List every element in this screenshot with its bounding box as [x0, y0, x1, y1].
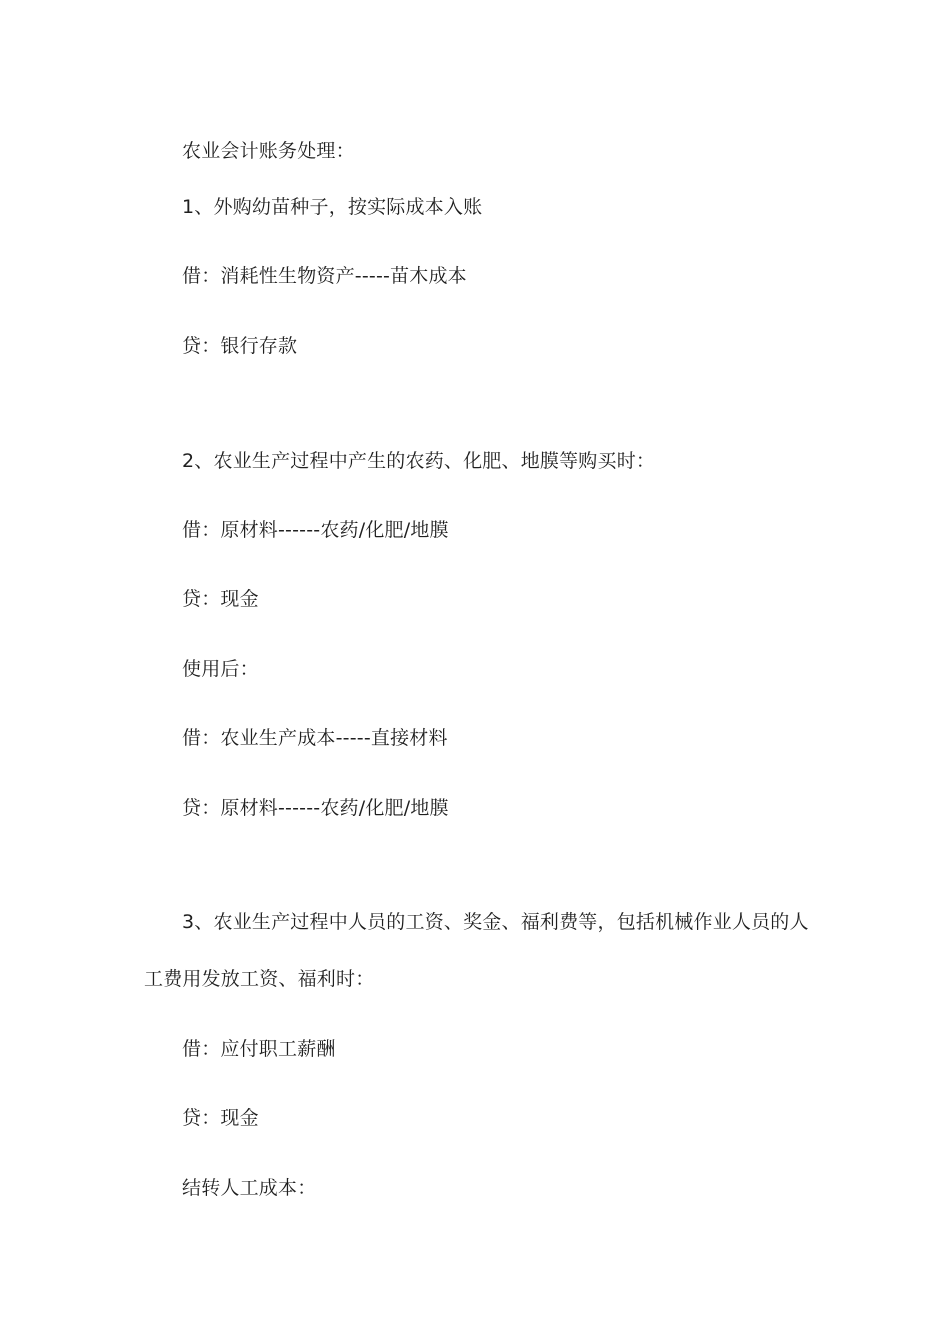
section-1-debit-entry: 借：消耗性生物资产-----苗木成本 [182, 265, 467, 287]
section-2-title: 2、农业生产过程中产生的农药、化肥、地膜等购买时： [182, 450, 656, 472]
section-2-after-use-debit: 借：农业生产成本-----直接材料 [182, 727, 448, 749]
section-1-title: 1、外购幼苗种子，按实际成本入账 [182, 196, 483, 218]
section-1-credit-entry: 贷：银行存款 [182, 335, 298, 357]
document-heading: 农业会计账务处理： [182, 140, 355, 162]
section-2-debit-entry: 借：原材料------农药/化肥/地膜 [182, 519, 449, 541]
section-2-credit-entry: 贷：现金 [182, 588, 259, 610]
section-3-title-line-2: 工费用发放工资、福利时： [144, 968, 375, 990]
section-3-title-line-1: 3、农业生产过程中人员的工资、奖金、福利费等，包括机械作业人员的人 [182, 911, 809, 933]
section-3-debit-entry: 借：应付职工薪酬 [182, 1038, 336, 1060]
section-3-credit-entry: 贷：现金 [182, 1107, 259, 1129]
section-2-after-use-credit: 贷：原材料------农药/化肥/地膜 [182, 797, 449, 819]
section-2-after-use-label: 使用后： [182, 658, 259, 680]
section-3-transfer-label: 结转人工成本： [182, 1177, 317, 1199]
